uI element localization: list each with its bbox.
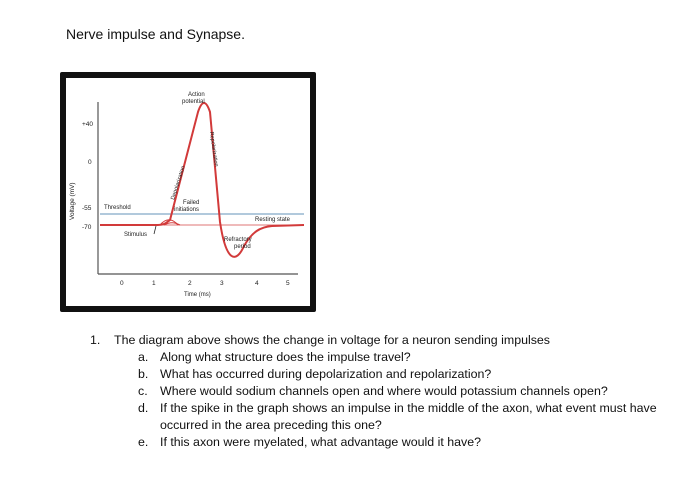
x-axis-label: Time (ms) <box>184 292 211 298</box>
y-axis-label: Voltage (mV) <box>69 182 76 220</box>
question-1 <box>90 332 680 349</box>
y-tick-label: 0 <box>88 159 92 166</box>
sub-question-text: Where would sodium channels open and where would potassium channels open? <box>160 384 608 398</box>
y-tick-label: -70 <box>82 224 92 231</box>
action-potential-diagram <box>60 72 316 312</box>
label-depolarization: Depolarization <box>170 165 187 201</box>
x-tick-label: 5 <box>286 280 290 287</box>
sub-question-list <box>90 349 680 451</box>
x-tick-label: 1 <box>152 280 156 287</box>
label-resting-state: Resting state <box>255 217 291 223</box>
sub-question-a <box>90 349 680 366</box>
x-tick-label: 4 <box>255 280 259 287</box>
label-failed-initiations: initiations <box>174 207 200 213</box>
question-number: 1. <box>90 333 101 347</box>
sub-question-letter: e. <box>138 435 149 449</box>
y-tick-label: -55 <box>82 205 92 212</box>
label-refractory-period: Refractory <box>224 237 252 243</box>
sub-question-letter: b. <box>138 367 149 381</box>
label-threshold: Threshold <box>104 205 131 211</box>
label-refractory-period: period <box>234 244 251 250</box>
sub-question-letter: a. <box>138 350 149 364</box>
action-potential-graph <box>60 72 316 312</box>
sub-question-text: If the spike in the graph shows an impulse in the middle of the axon, what event must have occurred in the area preceding this one? <box>160 401 657 432</box>
sub-question-letter: c. <box>138 384 148 398</box>
sub-question-text: What has occurred during depolarization and repolarization? <box>160 367 492 381</box>
sub-question-e <box>90 434 680 451</box>
page-title: Nerve impulse and Synapse. <box>66 26 245 42</box>
x-tick-label: 0 <box>120 280 124 287</box>
x-tick-label: 3 <box>220 280 224 287</box>
sub-question-c <box>90 383 680 400</box>
plot-background <box>66 78 310 306</box>
sub-question-b <box>90 366 680 383</box>
label-action-potential: Action <box>188 92 205 98</box>
label-failed-initiations: Failed <box>183 200 200 206</box>
label-repolarization: Repolarization <box>208 131 219 168</box>
sub-question-d <box>90 400 680 434</box>
sub-question-text: Along what structure does the impulse travel? <box>160 350 411 364</box>
label-action-potential: potential <box>182 99 205 105</box>
x-tick-label: 2 <box>188 280 192 287</box>
question-block <box>90 332 680 451</box>
question-text: The diagram above shows the change in voltage for a neuron sending impulses <box>114 333 551 347</box>
sub-question-letter: d. <box>138 401 149 415</box>
sub-question-text: If this axon were myelated, what advantage would it have? <box>160 435 481 449</box>
y-tick-label: +40 <box>82 121 94 128</box>
label-stimulus: Stimulus <box>124 232 148 238</box>
